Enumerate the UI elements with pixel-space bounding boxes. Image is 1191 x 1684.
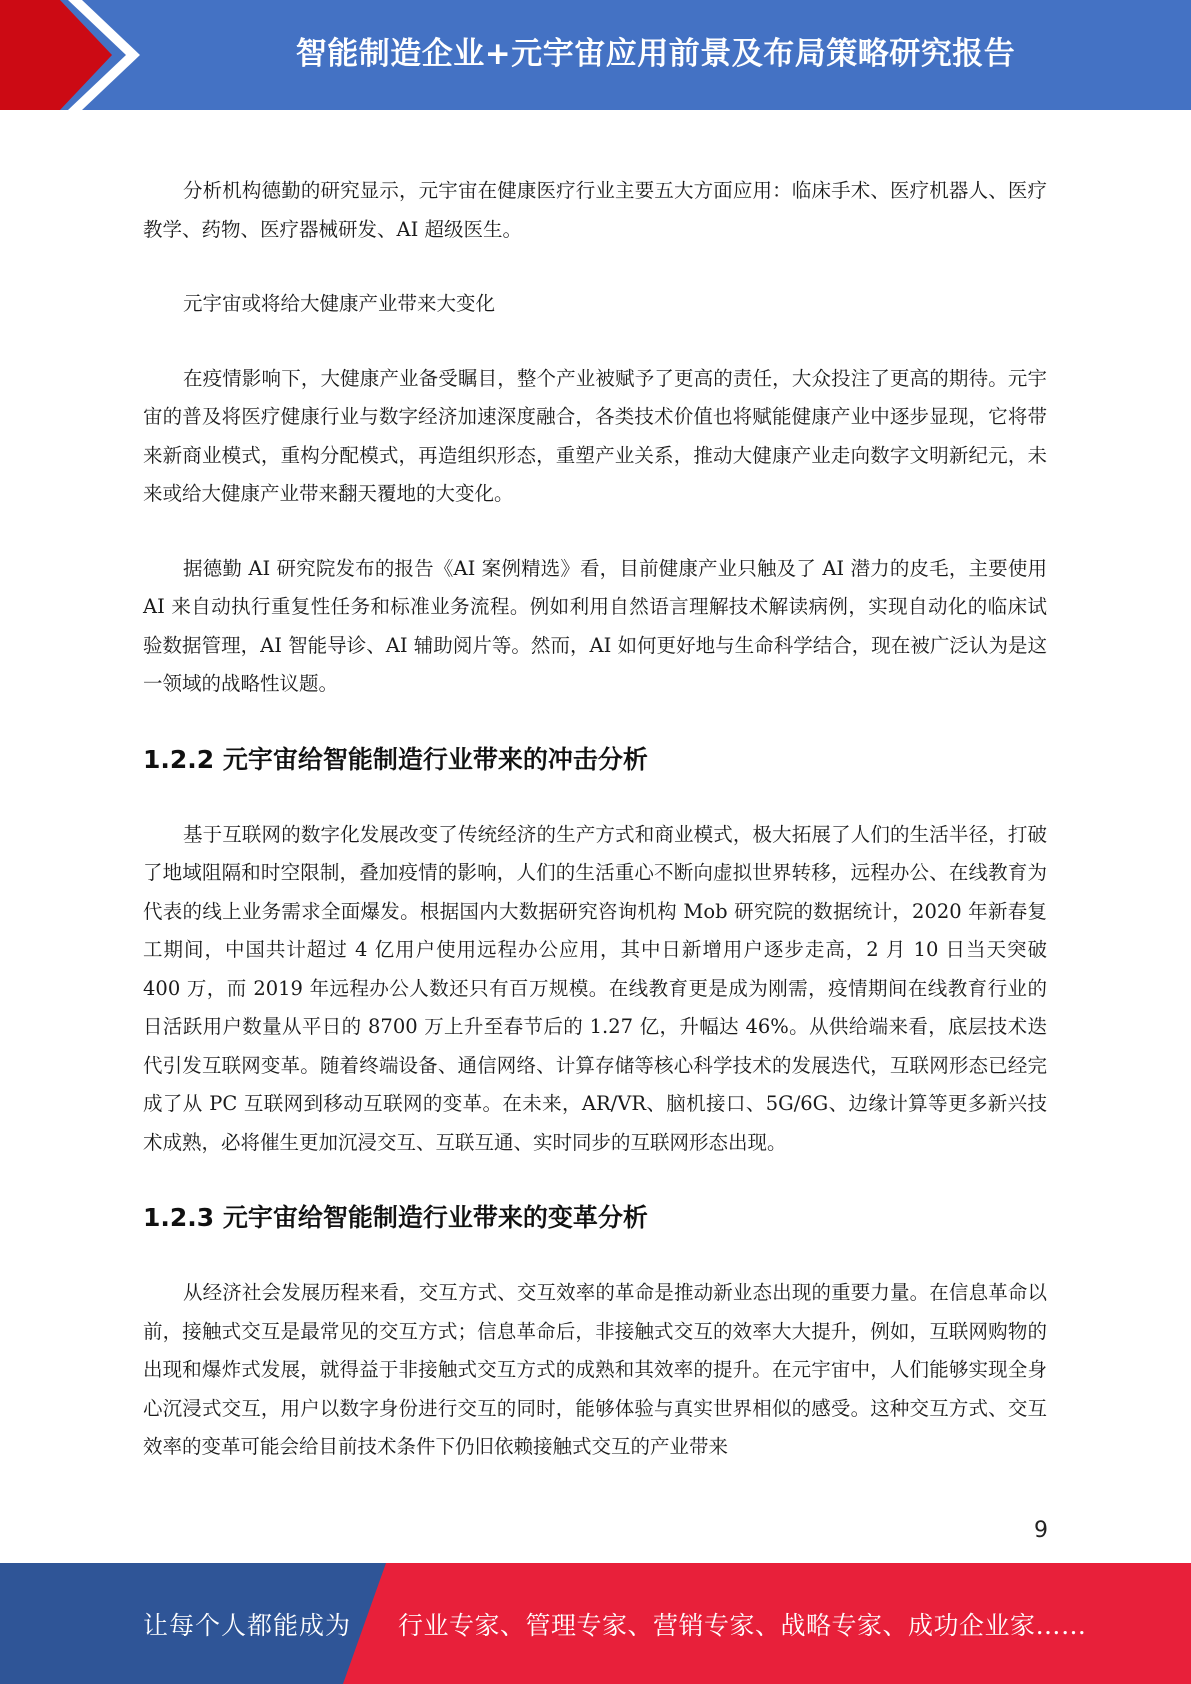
section-heading: 1.2.2 元宇宙给智能制造行业带来的冲击分析 <box>143 744 648 774</box>
paragraph: 据德勤 AI 研究院发布的报告《AI 案例精选》看，目前健康产业只触及了 AI 潜力的皮毛，主要使用 AI 来自动执行重复性任务和标准业务流程。例如利用自然语言理解技术解读病例，实现自动化的临床试验数据管理，AI 智能导诊、AI 辅助阅片等。然而，AI 如何更好地与生命科学结合，现在被广泛认为是这一领域的战略性议题。 <box>143 556 1047 695</box>
document-body <box>143 172 1047 1503</box>
footer-band <box>0 1563 1191 1684</box>
header-band <box>0 0 1191 110</box>
paragraph: 元宇宙或将给大健康产业带来大变化 <box>183 292 496 315</box>
footer-slogan-right: 行业专家、管理专家、营销专家、战略专家、成功企业家…… <box>398 1610 1087 1640</box>
header-arrow-logo <box>0 0 160 110</box>
report-title: 智能制造企业+元宇宙应用前景及布局策略研究报告 <box>295 35 1016 72</box>
paragraph: 从经济社会发展历程来看，交互方式、交互效率的革命是推动新业态出现的重要力量。在信息革命以前，接触式交互是最常见的交互方式；信息革命后，非接触式交互的效率大大提升，例如，互联网购物的出现和爆炸式发展，就得益于非接触式交互方式的成熟和其效率的提升。在元宇宙中，人们能够实现全身心沉浸式交互，用户以数字身份进行交互的同时，能够体验与真实世界相似的感受。这种交互方式、交互效率的变革可能会给目前技术条件下仍旧依赖接触式交互的产业带来 <box>143 1281 1047 1458</box>
section-heading: 1.2.3 元宇宙给智能制造行业带来的变革分析 <box>143 1203 648 1232</box>
page-number: 9 <box>1034 1518 1048 1543</box>
paragraph: 在疫情影响下，大健康产业备受瞩目，整个产业被赋予了更高的责任，大众投注了更高的期待。元宇宙的普及将医疗健康行业与数字经济加速深度融合，各类技术价值也将赋能健康产业中逐步显现，它将带来新商业模式，重构分配模式，再造组织形态，重塑产业关系，推动大健康产业走向数字文明新纪元，未来或给大健康产业带来翻天覆地的大变化。 <box>143 366 1047 505</box>
paragraph: 基于互联网的数字化发展改变了传统经济的生产方式和商业模式，极大拓展了人们的生活半径，打破了地域阻隔和时空限制，叠加疫情的影响，人们的生活重心不断向虚拟世界转移，远程办公、在线教育为代表的线上业务需求全面爆发。根据国内大数据研究咨询机构 Mob 研究院的数据统计，2020 年新春复工期间，中国共计超过 4 亿用户使用远程办公应用，其中日新增用户逐步走高，2 月 10 日当天突破 400 万，而 2019 年远程办公人数还只有百万规模。在线教育更是成为刚需，疫情期间在线教育行业的日活跃用户数量从平日的 8700 万上升至春节后的 1.27 亿，升幅达 46%。从供给端来看，底层技术迭代引发互联网变革。随着终端设备、通信网络、计算存储等核心科学技术的发展迭代，互联网形态已经完成了从 PC 互联网到移动互联网的变革。在未来，AR/VR、脑机接口、5G/6G、边缘计算等更多新兴技术成熟，必将催生更加沉浸交互、互联互通、实时同步的互联网形态出现。 <box>143 822 1047 1154</box>
footer-slogan-left: 让每个人都能成为 <box>143 1610 352 1640</box>
paragraph: 分析机构德勤的研究显示，元宇宙在健康医疗行业主要五大方面应用：临床手术、医疗机器人、医疗教学、药物、医疗器械研发、AI 超级医生。 <box>143 179 1047 241</box>
